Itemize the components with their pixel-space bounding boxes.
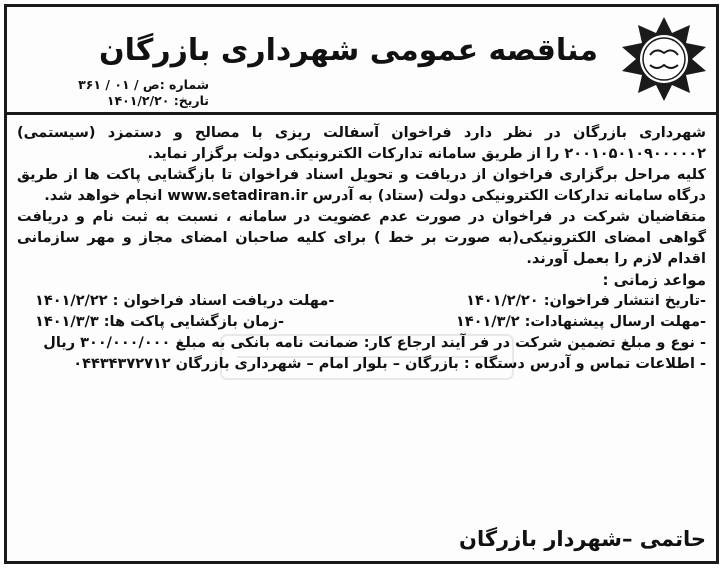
applicants-paragraph: متقاضیان شرکت در فراخوان در صورت عدم عضویت در سامانه ، نسبت به ثبت نام و دریافت گواهی امضای الکترونیکی(به صورت بر خط ) برای کلیه صاحبان امضای مجاز و مهر سازمانی اقدام لازم را بعمل آورند.	[17, 209, 706, 267]
signature: حاتمی –شهردار بازرگان	[459, 527, 706, 551]
publish-date: -تاریخ انتشار فراخوان: ۱۴۰۱/۲/۲۰	[466, 293, 706, 309]
tender-notice	[4, 4, 719, 564]
schedule-row	[17, 291, 706, 312]
municipality-logo-icon	[620, 15, 708, 103]
guarantee-line: - نوع و مبلغ تضمین شرکت در فر آیند ارجاع کار: ضمانت نامه بانکی به مبلغ ۳۰۰/۰۰۰/۰۰۰ ریال	[43, 335, 706, 351]
reference-number: شماره :ص / ۰۱ / ۳۶۱	[78, 77, 209, 92]
contact-line: - اطلاعات تماس و آدرس دستگاه : بازرگان – بلوار امام – شهرداری بازرگان ۰۴۴۳۴۳۷۲۷۱۲	[73, 356, 706, 372]
reference-date: تاریخ: ۱۴۰۱/۲/۲۰	[106, 93, 209, 108]
schedule-heading: مواعد زمانی :	[602, 271, 706, 289]
schedule-row	[17, 312, 706, 333]
submission-deadline: -مهلت ارسال پیشنهادات: ۱۴۰۱/۳/۲	[455, 314, 706, 330]
reference-block	[19, 77, 209, 109]
notice-header	[7, 7, 716, 115]
document-deadline: -مهلت دریافت اسناد فراخوان : ۱۴۰۱/۲/۲۲	[35, 293, 335, 309]
opening-date: -زمان بازگشایی پاکت ها: ۱۴۰۱/۳/۳	[35, 314, 285, 330]
page-title: مناقصه عمومی شهرداری بازرگان	[99, 33, 598, 68]
intro-paragraph: شهرداری بازرگان در نظر دارد فراخوان آسفالت ریزی با مصالح و دستمزد (سیستمی) ۲۰۰۱۰۵۰۱۰۹۰۰۰۰۰۲ را از طریق سامانه تدارکات الکترونیکی دولت برگزار نماید.	[17, 125, 706, 162]
notice-body	[17, 123, 706, 375]
process-paragraph: کلیه مراحل برگزاری فراخوان از دریافت و تحویل اسناد فراخوان تا بازگشایی پاکت ها از طریق درگاه سامانه تدارکات الکترونیکی دولت (ستاد) به آدرس www.setadiran.ir انجام خواهد شد.	[17, 167, 706, 204]
